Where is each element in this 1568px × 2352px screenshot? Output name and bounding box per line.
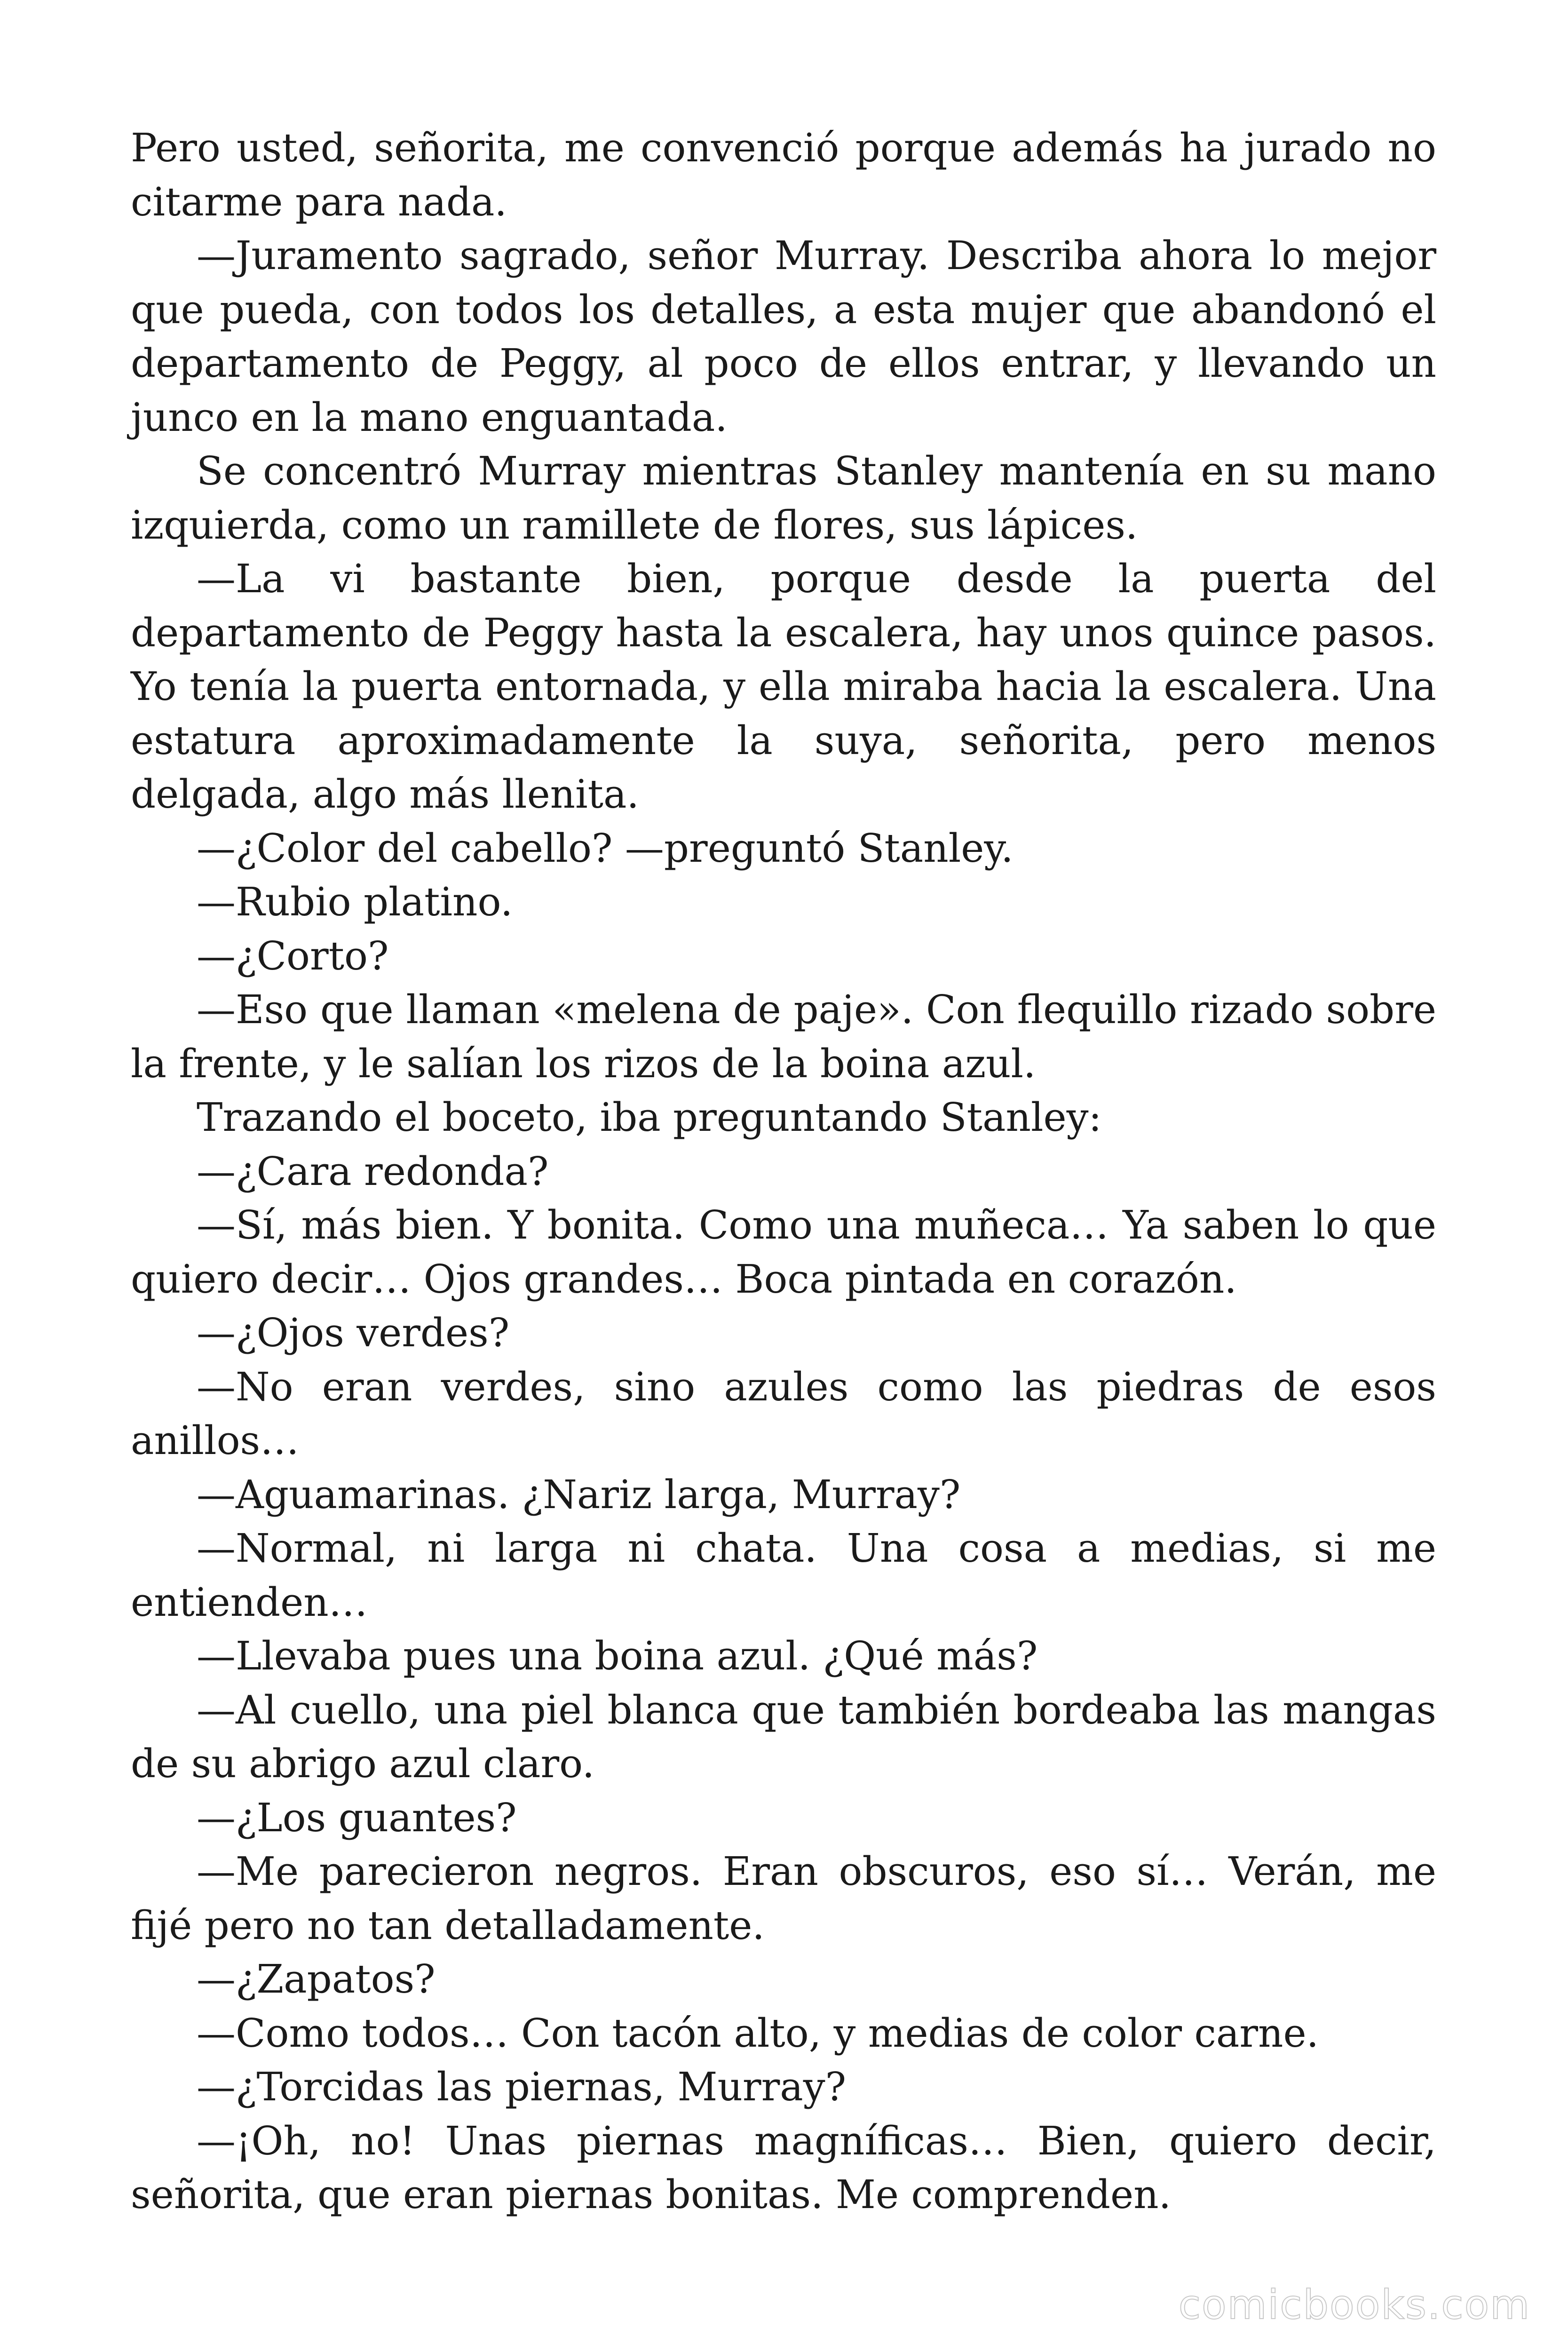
paragraph: —¿Color del cabello? —preguntó Stanley.	[197, 825, 1014, 871]
paragraph: —¡Oh, no! Unas piernas magníficas… Bien, quiero decir, señorita, que eran piernas bonitas. Me comprenden.	[131, 2118, 1436, 2217]
paragraph: —Como todos… Con tacón alto, y medias de color carne.	[197, 2010, 1319, 2056]
page-body-text	[131, 121, 1436, 2222]
paragraph: Se concentró Murray mientras Stanley mantenía en su mano izquierda, como un ramillete de flores, sus lápices.	[131, 448, 1436, 548]
paragraph: Pero usted, señorita, me convenció porque además ha jurado no citarme para nada.	[131, 125, 1436, 225]
paragraph: —Juramento sagrado, señor Murray. Describa ahora lo mejor que pueda, con todos los detalles, a esta mujer que abandonó el departamento de Peggy, al poco de ellos entrar, y llevando un junco en la mano enguantada.	[131, 233, 1436, 440]
watermark-text: comicbooks.com	[1178, 2281, 1530, 2328]
paragraph: —Al cuello, una piel blanca que también bordeaba las mangas de su abrigo azul claro.	[131, 1687, 1436, 1787]
paragraph: Trazando el boceto, iba preguntando Stanley:	[197, 1095, 1102, 1140]
paragraph: —Llevaba pues una boina azul. ¿Qué más?	[197, 1633, 1038, 1679]
paragraph: —¿Cara redonda?	[197, 1148, 549, 1194]
paragraph: —Sí, más bien. Y bonita. Como una muñeca… Ya saben lo que quiero decir… Ojos grandes… Boca pintada en corazón.	[131, 1202, 1436, 1302]
paragraph: —Eso que llaman «melena de paje». Con flequillo rizado sobre la frente, y le salían los rizos de la boina azul.	[131, 987, 1436, 1087]
paragraph: —Rubio platino.	[197, 879, 513, 925]
paragraph: —¿Ojos verdes?	[197, 1310, 510, 1356]
paragraph: —¿Corto?	[197, 933, 389, 979]
paragraph: —¿Torcidas las piernas, Murray?	[197, 2064, 847, 2110]
paragraph: —Aguamarinas. ¿Nariz larga, Murray?	[197, 1471, 961, 1518]
paragraph: —La vi bastante bien, porque desde la puerta del departamento de Peggy hasta la escalera, hay unos quince pasos. Yo tenía la puerta entornada, y ella miraba hacia la escalera. Una estatura aproximadamente la suya, señorita, pero menos delgada, algo más llenita.	[131, 556, 1436, 817]
paragraph: —¿Zapatos?	[197, 1956, 436, 2002]
paragraph: —No eran verdes, sino azules como las piedras de esos anillos…	[131, 1364, 1436, 1463]
paragraph: —Me parecieron negros. Eran obscuros, eso sí… Verán, me fijé pero no tan detalladamente.	[131, 1849, 1436, 1948]
paragraph: —Normal, ni larga ni chata. Una cosa a medias, si me entienden…	[131, 1526, 1436, 1625]
paragraph: —¿Los guantes?	[197, 1795, 517, 1841]
